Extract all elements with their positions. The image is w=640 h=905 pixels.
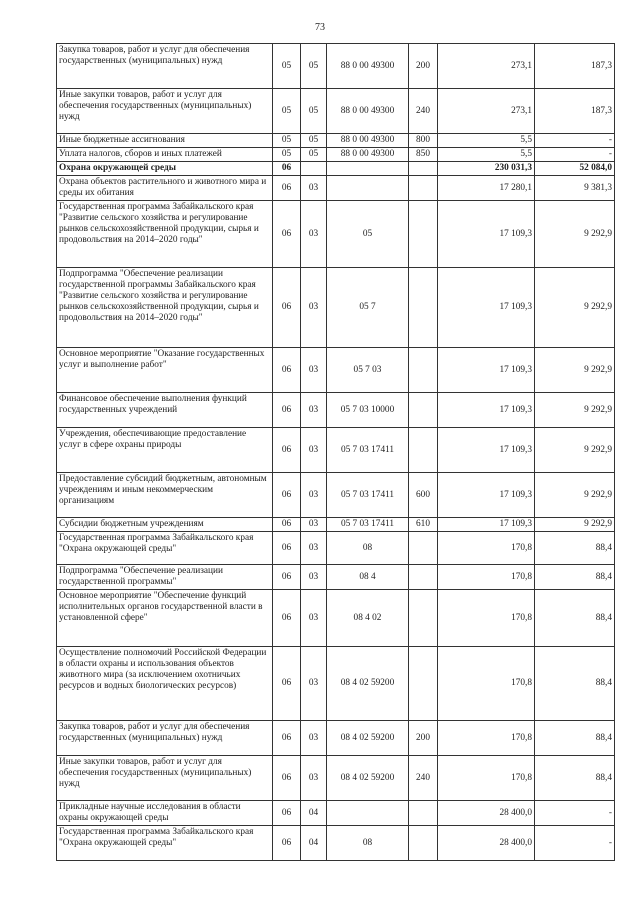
amount-actual-cell: 9 292,9 [535, 393, 615, 428]
target-article-cell: 88 0 00 49300 [327, 44, 409, 89]
name-cell: Подпрограмма "Обеспечение реализации государственной программы Забайкальского края "Развитие сельского хозяйства и регулирование рынков сельскохозяйственной продукции, сырья и продовольствия на 2014–2020 годы" [57, 268, 273, 348]
target-article-cell [327, 162, 409, 176]
amount-plan-cell: 170,8 [438, 532, 535, 565]
table-row [57, 473, 615, 518]
section-code-cell: 06 [273, 532, 301, 565]
subsection-code-cell: 03 [301, 518, 327, 532]
name-cell: Государственная программа Забайкальского края "Охрана окружающей среды" [57, 532, 273, 565]
section-code-cell: 05 [273, 148, 301, 162]
amount-actual-cell: 9 292,9 [535, 201, 615, 268]
target-article-cell: 05 7 03 17411 [327, 473, 409, 518]
section-code-cell: 05 [273, 44, 301, 89]
amount-actual-cell: 88,4 [535, 532, 615, 565]
amount-actual-cell: 88,4 [535, 590, 615, 647]
amount-plan-cell: 273,1 [438, 89, 535, 134]
expense-type-cell [409, 590, 438, 647]
subsection-code-cell: 03 [301, 590, 327, 647]
name-cell: Закупка товаров, работ и услуг для обеспечения государственных (муниципальных) нужд [57, 44, 273, 89]
section-code-cell: 06 [273, 393, 301, 428]
amount-plan-cell: 170,8 [438, 756, 535, 801]
name-cell: Основное мероприятие "Оказание государственных услуг и выполнение работ" [57, 348, 273, 393]
amount-plan-cell: 28 400,0 [438, 826, 535, 861]
section-code-cell: 06 [273, 162, 301, 176]
subsection-code-cell: 05 [301, 134, 327, 148]
expense-type-cell [409, 162, 438, 176]
target-article-cell: 08 [327, 826, 409, 861]
amount-plan-cell: 28 400,0 [438, 801, 535, 826]
amount-plan-cell: 17 109,3 [438, 518, 535, 532]
name-cell: Подпрограмма "Обеспечение реализации государственной программы" [57, 565, 273, 590]
expense-type-cell: 200 [409, 721, 438, 756]
amount-plan-cell: 17 109,3 [438, 428, 535, 473]
table-row [57, 518, 615, 532]
amount-actual-cell: 187,3 [535, 89, 615, 134]
target-article-cell: 05 [327, 201, 409, 268]
expense-type-cell [409, 393, 438, 428]
expense-type-cell: 200 [409, 44, 438, 89]
expense-type-cell: 600 [409, 473, 438, 518]
table-row [57, 428, 615, 473]
name-cell: Иные бюджетные ассигнования [57, 134, 273, 148]
target-article-cell: 05 7 03 [327, 348, 409, 393]
amount-plan-cell: 170,8 [438, 647, 535, 721]
section-code-cell: 06 [273, 176, 301, 201]
target-article-cell: 88 0 00 49300 [327, 148, 409, 162]
subsection-code-cell: 03 [301, 473, 327, 518]
target-article-cell: 08 [327, 532, 409, 565]
expense-type-cell [409, 532, 438, 565]
amount-actual-cell: 88,4 [535, 721, 615, 756]
target-article-cell: 88 0 00 49300 [327, 89, 409, 134]
subsection-code-cell: 05 [301, 89, 327, 134]
target-article-cell: 08 4 02 59200 [327, 721, 409, 756]
target-article-cell: 88 0 00 49300 [327, 134, 409, 148]
subsection-code-cell: 03 [301, 393, 327, 428]
table-row [57, 268, 615, 348]
name-cell: Охрана объектов растительного и животного мира и среды их обитания [57, 176, 273, 201]
name-cell: Закупка товаров, работ и услуг для обеспечения государственных (муниципальных) нужд [57, 721, 273, 756]
expense-type-cell [409, 348, 438, 393]
amount-actual-cell: - [535, 134, 615, 148]
table-row [57, 176, 615, 201]
amount-actual-cell: - [535, 801, 615, 826]
section-code-cell: 06 [273, 801, 301, 826]
target-article-cell: 05 7 03 17411 [327, 518, 409, 532]
expense-type-cell [409, 268, 438, 348]
amount-actual-cell: 9 381,3 [535, 176, 615, 201]
target-article-cell: 05 7 [327, 268, 409, 348]
subsection-code-cell: 03 [301, 201, 327, 268]
amount-actual-cell: 52 084,0 [535, 162, 615, 176]
subsection-code-cell: 03 [301, 565, 327, 590]
name-cell: Иные закупки товаров, работ и услуг для обеспечения государственных (муниципальных) нужд [57, 89, 273, 134]
amount-plan-cell: 17 280,1 [438, 176, 535, 201]
name-cell: Охрана окружающей среды [57, 162, 273, 176]
subsection-code-cell [301, 162, 327, 176]
amount-actual-cell: 9 292,9 [535, 518, 615, 532]
subsection-code-cell: 03 [301, 532, 327, 565]
subsection-code-cell: 03 [301, 176, 327, 201]
expense-type-cell [409, 565, 438, 590]
amount-plan-cell: 5,5 [438, 148, 535, 162]
section-code-cell: 06 [273, 590, 301, 647]
table-row [57, 756, 615, 801]
table-row [57, 532, 615, 565]
table-row [57, 826, 615, 861]
table-row [57, 148, 615, 162]
section-code-cell: 06 [273, 756, 301, 801]
table-row [57, 590, 615, 647]
name-cell: Субсидии бюджетным учреждениям [57, 518, 273, 532]
target-article-cell [327, 801, 409, 826]
amount-actual-cell: 187,3 [535, 44, 615, 89]
target-article-cell: 05 7 03 17411 [327, 428, 409, 473]
table-row [57, 647, 615, 721]
subsection-code-cell: 03 [301, 268, 327, 348]
subsection-code-cell: 03 [301, 348, 327, 393]
expense-type-cell: 610 [409, 518, 438, 532]
amount-actual-cell: 88,4 [535, 647, 615, 721]
amount-actual-cell: 88,4 [535, 756, 615, 801]
target-article-cell: 08 4 [327, 565, 409, 590]
name-cell: Основное мероприятие "Обеспечение функций исполнительных органов государственной власти в установленной сфере" [57, 590, 273, 647]
name-cell: Финансовое обеспечение выполнения функций государственных учреждений [57, 393, 273, 428]
section-code-cell: 06 [273, 518, 301, 532]
expense-type-cell: 240 [409, 756, 438, 801]
table-row [57, 393, 615, 428]
amount-plan-cell: 5,5 [438, 134, 535, 148]
expense-type-cell [409, 801, 438, 826]
name-cell: Государственная программа Забайкальского края "Охрана окружающей среды" [57, 826, 273, 861]
amount-plan-cell: 17 109,3 [438, 201, 535, 268]
amount-actual-cell: 9 292,9 [535, 348, 615, 393]
amount-actual-cell: 88,4 [535, 565, 615, 590]
page-number: 73 [315, 22, 325, 33]
name-cell: Предоставление субсидий бюджетным, автономным учреждениям и иным некоммерческим организациям [57, 473, 273, 518]
budget-table [56, 43, 615, 861]
name-cell: Уплата налогов, сборов и иных платежей [57, 148, 273, 162]
amount-plan-cell: 17 109,3 [438, 348, 535, 393]
section-code-cell: 06 [273, 565, 301, 590]
amount-plan-cell: 17 109,3 [438, 473, 535, 518]
subsection-code-cell: 04 [301, 801, 327, 826]
subsection-code-cell: 03 [301, 721, 327, 756]
expense-type-cell [409, 647, 438, 721]
amount-actual-cell: 9 292,9 [535, 473, 615, 518]
amount-plan-cell: 17 109,3 [438, 393, 535, 428]
expense-type-cell: 850 [409, 148, 438, 162]
amount-actual-cell: 9 292,9 [535, 268, 615, 348]
subsection-code-cell: 03 [301, 428, 327, 473]
amount-plan-cell: 230 031,3 [438, 162, 535, 176]
table-row [57, 201, 615, 268]
subsection-code-cell: 03 [301, 647, 327, 721]
target-article-cell: 08 4 02 59200 [327, 756, 409, 801]
name-cell: Иные закупки товаров, работ и услуг для обеспечения государственных (муниципальных) нужд [57, 756, 273, 801]
section-code-cell: 06 [273, 826, 301, 861]
section-code-cell: 05 [273, 134, 301, 148]
subsection-code-cell: 05 [301, 44, 327, 89]
section-code-cell: 06 [273, 268, 301, 348]
target-article-cell [327, 176, 409, 201]
expense-type-cell: 800 [409, 134, 438, 148]
table-body [57, 44, 615, 861]
amount-actual-cell: 9 292,9 [535, 428, 615, 473]
target-article-cell: 08 4 02 [327, 590, 409, 647]
amount-plan-cell: 273,1 [438, 44, 535, 89]
target-article-cell: 05 7 03 10000 [327, 393, 409, 428]
table-row [57, 134, 615, 148]
subsection-code-cell: 03 [301, 756, 327, 801]
expense-type-cell [409, 826, 438, 861]
subsection-code-cell: 05 [301, 148, 327, 162]
section-code-cell: 06 [273, 473, 301, 518]
amount-plan-cell: 17 109,3 [438, 268, 535, 348]
name-cell: Учреждения, обеспечивающие предоставление услуг в сфере охраны природы [57, 428, 273, 473]
section-code-cell: 06 [273, 721, 301, 756]
table-row [57, 162, 615, 176]
target-article-cell: 08 4 02 59200 [327, 647, 409, 721]
table-row [57, 721, 615, 756]
amount-plan-cell: 170,8 [438, 565, 535, 590]
section-code-cell: 06 [273, 647, 301, 721]
amount-actual-cell: - [535, 148, 615, 162]
name-cell: Государственная программа Забайкальского края "Развитие сельского хозяйства и регулирование рынков сельскохозяйственной продукции, сырья и продовольствия на 2014–2020 годы" [57, 201, 273, 268]
name-cell: Прикладные научные исследования в области охраны окружающей среды [57, 801, 273, 826]
table-row [57, 89, 615, 134]
table-row [57, 565, 615, 590]
amount-plan-cell: 170,8 [438, 721, 535, 756]
amount-actual-cell: - [535, 826, 615, 861]
section-code-cell: 06 [273, 201, 301, 268]
section-code-cell: 06 [273, 428, 301, 473]
expense-type-cell [409, 176, 438, 201]
expense-type-cell [409, 428, 438, 473]
amount-plan-cell: 170,8 [438, 590, 535, 647]
expense-type-cell [409, 201, 438, 268]
table-row [57, 801, 615, 826]
subsection-code-cell: 04 [301, 826, 327, 861]
expense-type-cell: 240 [409, 89, 438, 134]
section-code-cell: 05 [273, 89, 301, 134]
table-row [57, 348, 615, 393]
section-code-cell: 06 [273, 348, 301, 393]
table-row [57, 44, 615, 89]
name-cell: Осуществление полномочий Российской Федерации в области охраны и использования объектов животного мира (за исключением охотничьих ресурсов и водных биологических ресурсов) [57, 647, 273, 721]
